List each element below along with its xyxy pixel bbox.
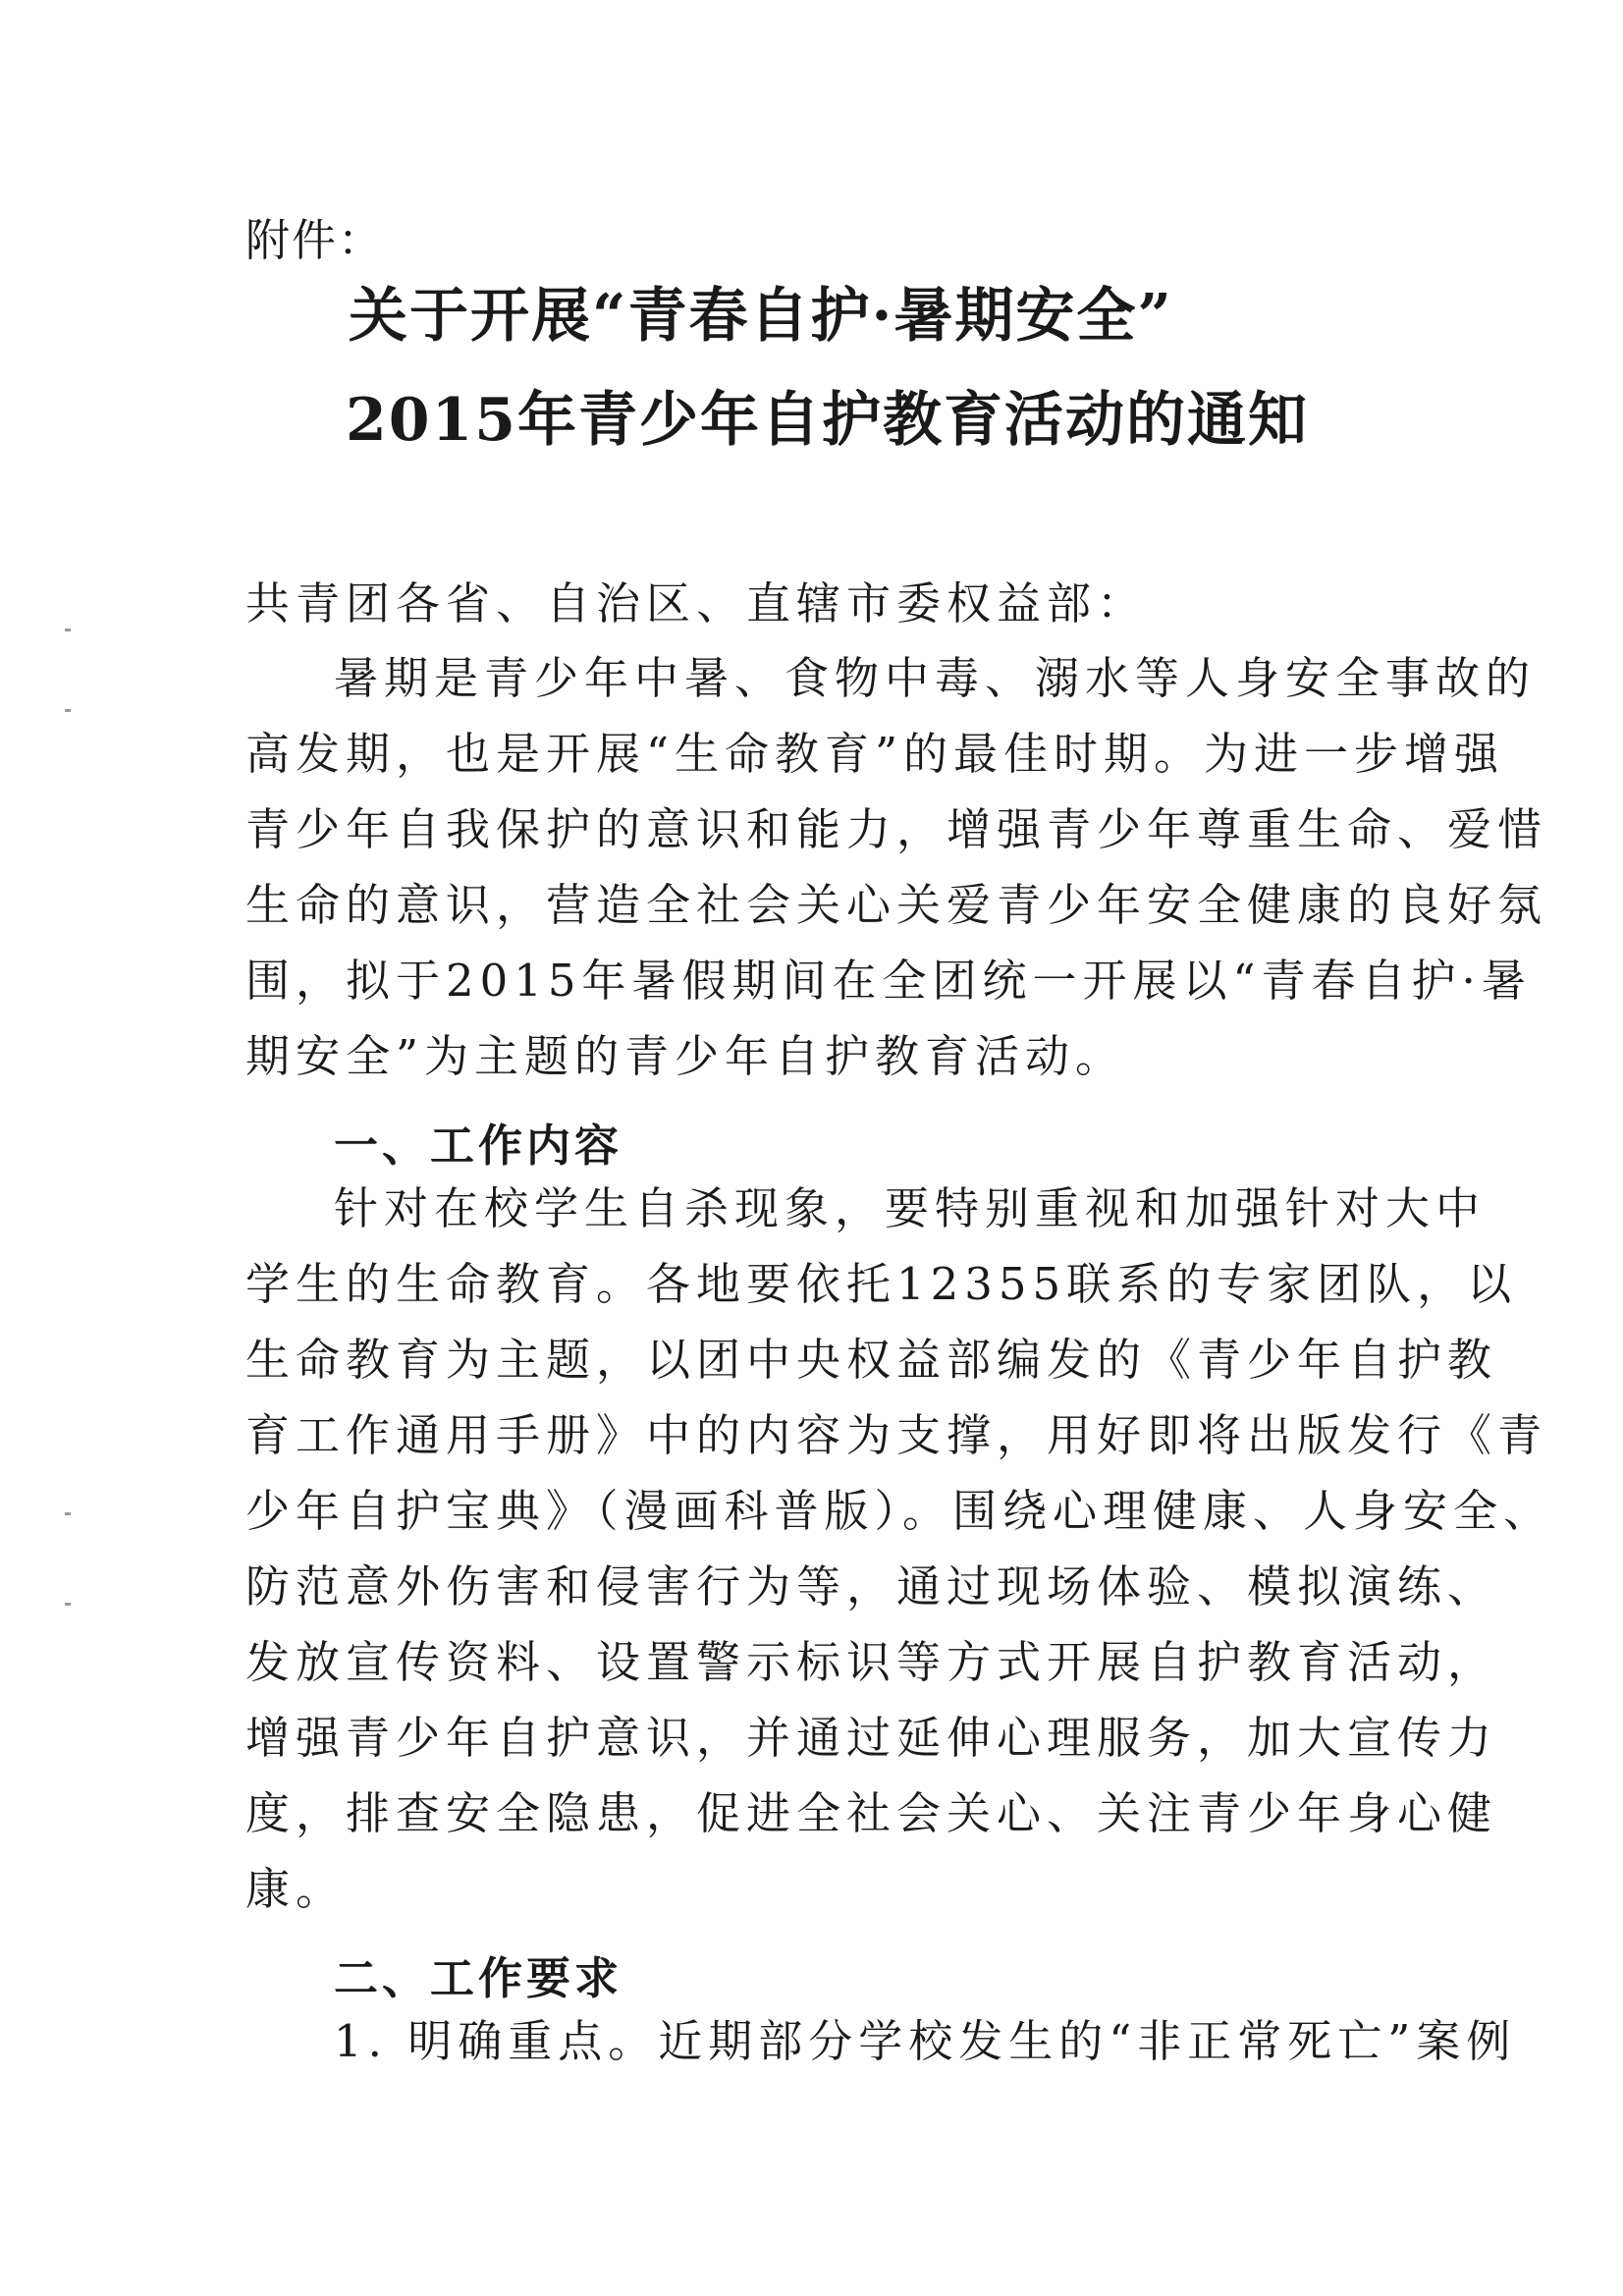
paragraph-line: 育工作通用手册》中的内容为支撑，用好即将出版发行《青 (245, 1409, 1548, 1461)
scan-mark (65, 1512, 71, 1515)
attachment-label: 附件： (245, 214, 385, 266)
paragraph-line: 高发期，也是开展“生命教育”的最佳时期。为进一步增强 (245, 728, 1505, 780)
scan-mark (65, 1603, 71, 1606)
paragraph-line: 度，排查安全隐患，促进全社会关心、关注青少年身心健 (245, 1787, 1498, 1839)
list-item-line: 1. 明确重点。近期部分学校发生的“非正常死亡”案例 (334, 2015, 1517, 2067)
paragraph-line: 发放宣传资料、设置警示标识等方式开展自护教育活动， (245, 1636, 1498, 1688)
paragraph-line: 暑期是青少年中暑、食物中毒、溺水等人身安全事故的 (334, 652, 1537, 704)
paragraph-line: 期安全”为主题的青少年自护教育活动。 (245, 1030, 1126, 1082)
section-heading-1: 一、工作内容 (334, 1120, 623, 1172)
paragraph-line: 康。 (245, 1863, 347, 1915)
paragraph-line: 针对在校学生自杀现象，要特别重视和加强针对大中 (334, 1182, 1487, 1234)
section-heading-2: 二、工作要求 (334, 1952, 623, 2004)
scan-mark (65, 629, 71, 631)
salutation: 共青团各省、自治区、直辖市委权益部： (245, 577, 1148, 629)
paragraph-line: 少年自护宝典》（漫画科普版）。围绕心理健康、人身安全、 (245, 1485, 1554, 1537)
paragraph-line: 学生的生命教育。各地要依托12355联系的专家团队，以 (245, 1258, 1518, 1310)
scan-mark (65, 709, 71, 712)
paragraph-line: 生命教育为主题，以团中央权益部编发的《青少年自护教 (245, 1334, 1498, 1386)
paragraph-line: 增强青少年自护意识，并通过延伸心理服务，加大宣传力 (245, 1712, 1498, 1764)
title-line-2: 2015年青少年自护教育活动的通知 (346, 386, 1309, 455)
paragraph-line: 生命的意识，营造全社会关心关爱青少年安全健康的良好氛 (245, 879, 1548, 931)
paragraph-line: 防范意外伤害和侵害行为等，通过现场体验、模拟演练、 (245, 1560, 1498, 1613)
paragraph-line: 青少年自我保护的意识和能力，增强青少年尊重生命、爱惜 (245, 803, 1548, 855)
paragraph-line: 围，拟于2015年暑假期间在全团统一开展以“青春自护·暑 (245, 955, 1532, 1007)
title-line-1: 关于开展“青春自护·暑期安全” (349, 282, 1173, 351)
